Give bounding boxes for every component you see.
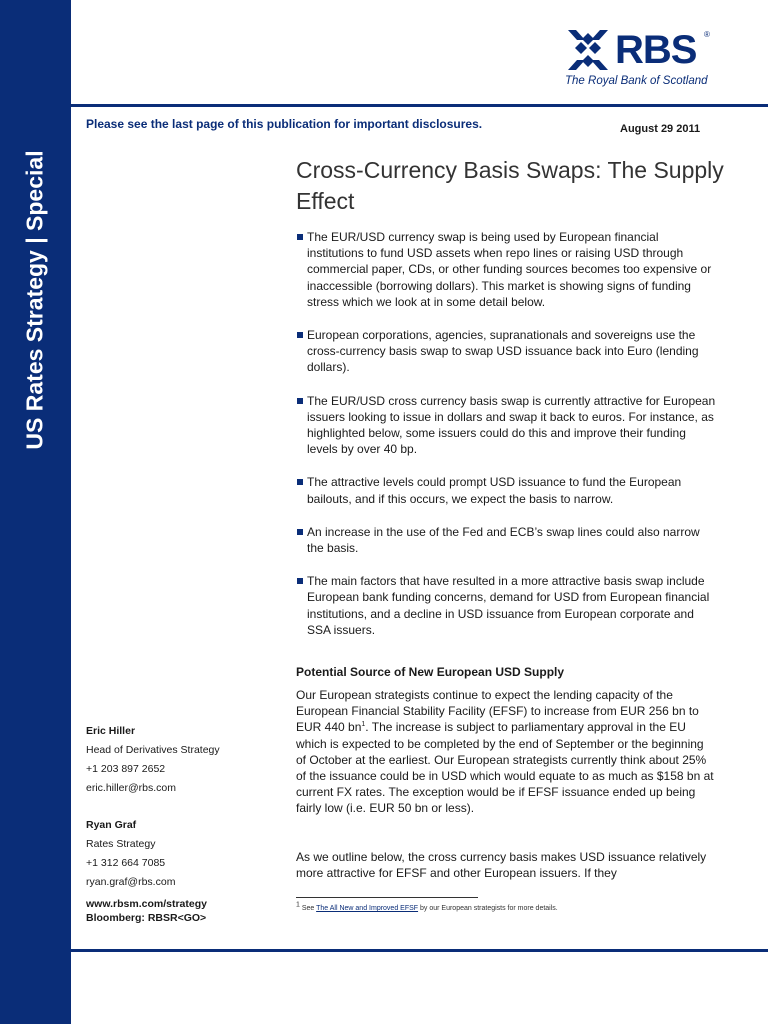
analyst-name: Ryan Graf	[86, 819, 137, 831]
bullet-item	[296, 229, 716, 310]
bullet-square-icon	[297, 578, 303, 584]
bullet-item	[296, 573, 716, 638]
bloomberg-code: Bloomberg: RBSR<GO>	[86, 912, 207, 924]
top-rule	[71, 104, 768, 107]
logo-registered-mark: ®	[704, 30, 710, 39]
paragraph-text: . The increase is subject to parliamentary approval in the EU which is expected to be completed by the end of September or the beginning of October at the earliest. Our European strategists currently think about 25% of the issuance could be in USD which would equate to as much as $158 bn at current FX rates. The exception would be if EFSF issuance ended up being fairly low (i.e. EUR 50 bn or less).	[296, 720, 714, 816]
strategy-website-link[interactable]: www.rbsm.com/strategy	[86, 898, 207, 910]
bullet-square-icon	[297, 332, 303, 338]
bullet-item	[296, 393, 716, 458]
analyst-phone: +1 312 664 7085	[86, 857, 166, 869]
logo-tagline: The Royal Bank of Scotland	[565, 75, 708, 87]
analyst-contact	[86, 722, 220, 798]
body-paragraph-1	[296, 687, 716, 817]
summary-bullets	[296, 229, 716, 655]
bullet-text: An increase in the use of the Fed and ECB’s swap lines could also narrow the basis.	[307, 524, 700, 556]
body-paragraph-2: As we outline below, the cross currency basis makes USD issuance relatively more attractive for EFSF and other European issuers. If they	[296, 850, 707, 881]
bullet-text: European corporations, agencies, supranationals and sovereigns use the cross-currency basis swap to swap USD issuance back into Euro (lending dollars).	[307, 328, 699, 375]
footnote-rule	[296, 897, 478, 898]
bullet-text: The attractive levels could prompt USD issuance to fund the European bailouts, and if this occurs, we expect the basis to narrow.	[307, 475, 682, 506]
document-title: Cross-Currency Basis Swaps: The Supply Effect	[296, 157, 724, 214]
footnote-number: 1	[296, 901, 300, 909]
analyst-role: Head of Derivatives Strategy	[86, 744, 220, 756]
bullet-square-icon	[297, 529, 303, 535]
analyst-email[interactable]: ryan.graf@rbs.com	[86, 876, 176, 888]
footnote-text: by our European strategists for more details.	[418, 905, 558, 912]
analyst-role: Rates Strategy	[86, 838, 156, 850]
sidebar	[0, 0, 71, 1024]
footnote-ref[interactable]: 1	[361, 721, 366, 729]
rbs-daisy-wheel-icon	[565, 28, 611, 72]
bullet-text: The EUR/USD currency swap is being used by European financial institutions to fund USD assets when repo lines or raising USD through commercial paper, CDs, or other funding sources becomes too expensive or inaccessible (borrowing dollars). This market is showing signs of funding stress which we look at in some detail below.	[307, 230, 712, 309]
bullet-text: The EUR/USD cross currency basis swap is currently attractive for European issuers looking to issue in dollars and swap it back to euros. For instance, as highlighted below, some issuers could do this and improve their funding levels by over 40 bp.	[307, 393, 716, 457]
analyst-phone: +1 203 897 2652	[86, 763, 166, 775]
footnote-link[interactable]: The All New and Improved EFSF	[316, 905, 419, 912]
bottom-rule	[71, 949, 768, 952]
bullet-square-icon	[297, 479, 303, 485]
analyst-name: Eric Hiller	[86, 725, 136, 737]
footnote	[296, 901, 558, 912]
rbs-logo	[565, 28, 715, 88]
bullet-text: The main factors that have resulted in a more attractive basis swap include European bank funding concerns, demand for USD from European financial institutions, and a decline in USD issuance from European corporate and SSA issuers.	[307, 574, 710, 637]
bullet-item	[296, 474, 716, 506]
publication-date: August 29 2011	[620, 123, 701, 135]
analyst-email[interactable]: eric.hiller@rbs.com	[86, 782, 177, 794]
disclosure-notice: Please see the last page of this publication for important disclosures.	[86, 117, 483, 131]
footnote-text: See	[299, 905, 317, 912]
logo-wordmark: RBS	[615, 28, 697, 72]
strategy-links	[86, 897, 207, 925]
bullet-item	[296, 327, 716, 376]
bullet-square-icon	[297, 234, 303, 240]
bullet-item	[296, 524, 716, 556]
sidebar-title: US Rates Strategy | Special	[21, 150, 48, 450]
section-heading: Potential Source of New European USD Supply	[296, 665, 565, 679]
bullet-square-icon	[297, 398, 303, 404]
analyst-contact	[86, 816, 175, 892]
paragraph-text: Our European strategists continue to expect the lending capacity of the European Financial Stability Facility (EFSF) to increase from EUR 256 bn to EUR 440 bn	[296, 688, 699, 735]
